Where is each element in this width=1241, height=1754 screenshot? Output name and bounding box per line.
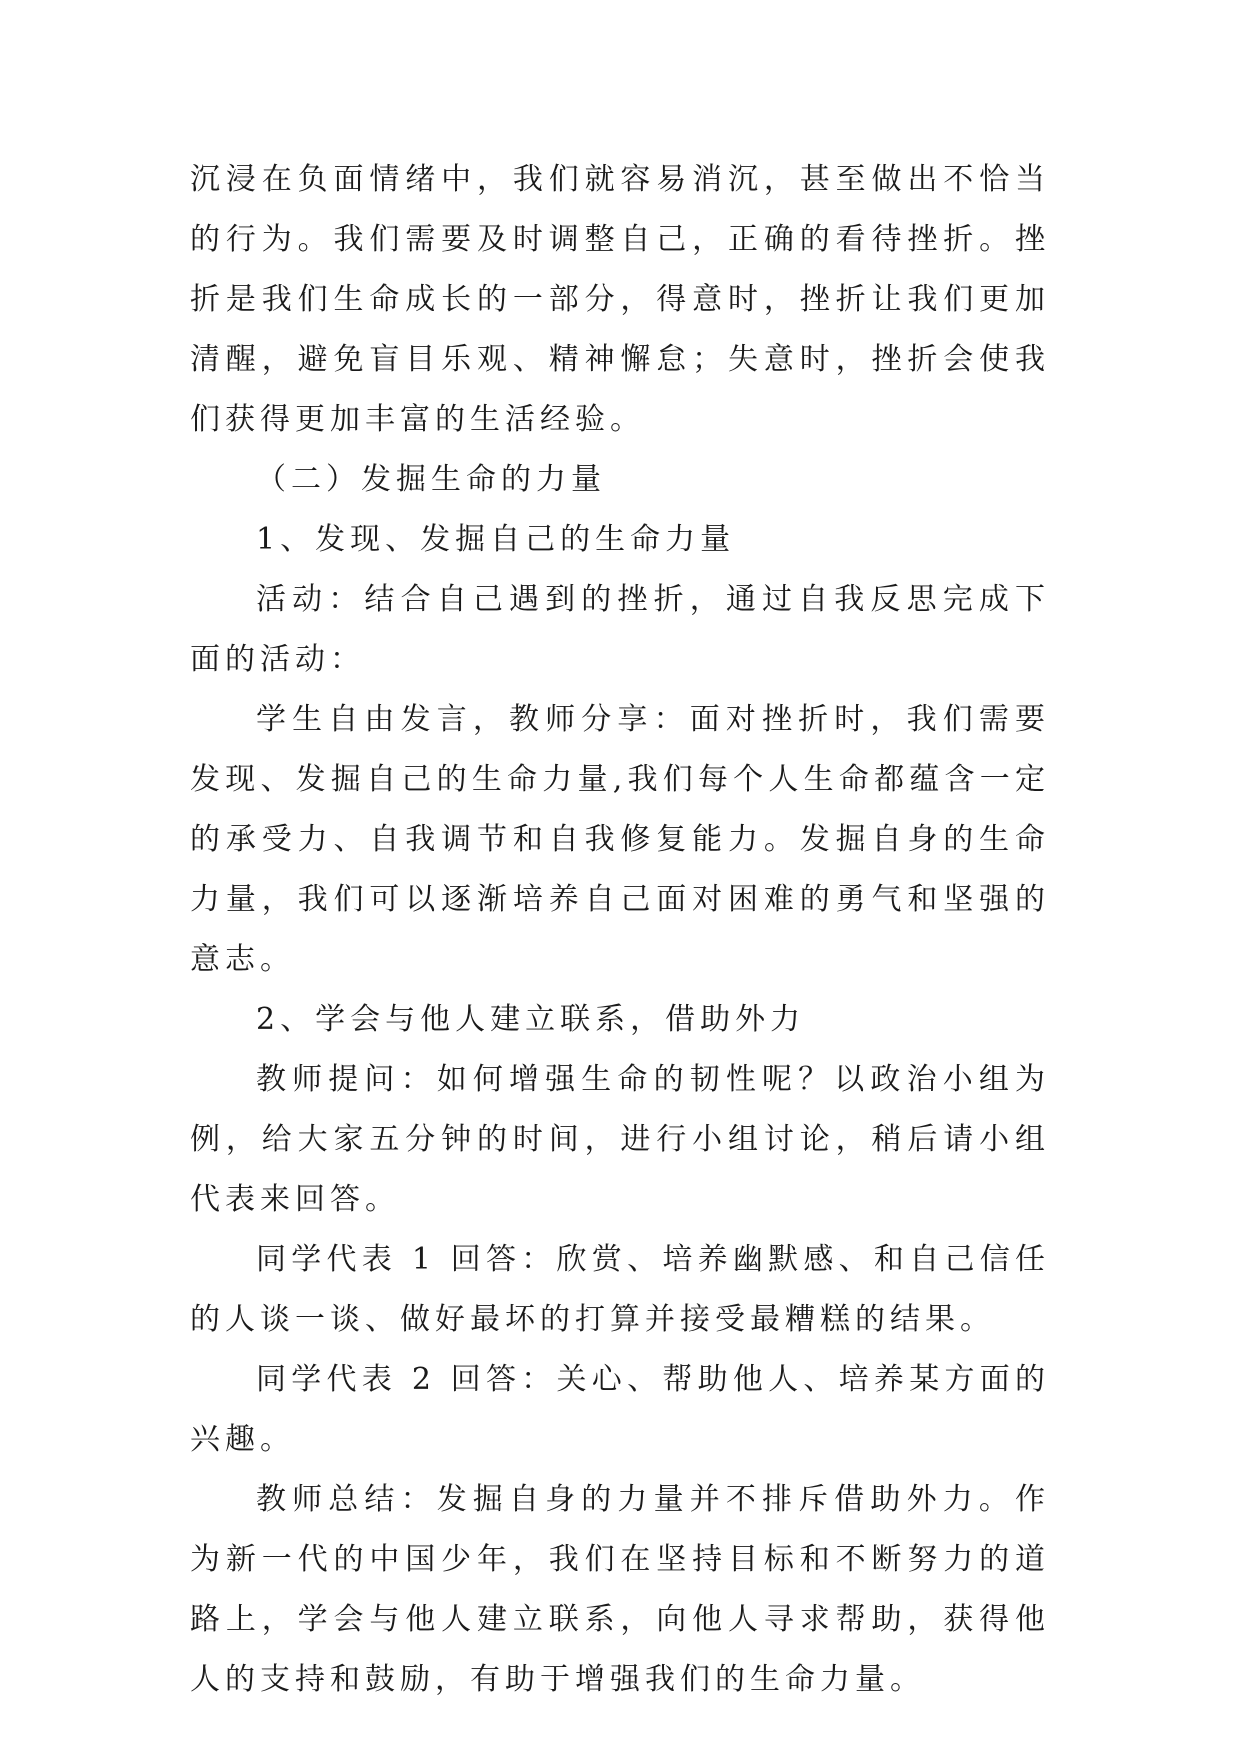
paragraph-student-answer-1: 同学代表 1 回答：欣赏、培养幽默感、和自己信任的人谈一谈、做好最坏的打算并接受最糟糕的结果。 (190, 1242, 1050, 1337)
paragraph-teacher-question: 教师提问：如何增强生命的韧性呢？以政治小组为例，给大家五分钟的时间，进行小组讨论，稍后请小组代表来回答。 (190, 1062, 1050, 1217)
paragraph-activity: 活动：结合自己遇到的挫折，通过自我反思完成下面的活动： (190, 582, 1050, 677)
paragraph-student-speech: 学生自由发言，教师分享：面对挫折时，我们需要发现、发掘自己的生命力量,我们每个人生命都蕴含一定的承受力、自我调节和自我修复能力。发掘自身的生命力量，我们可以逐渐培养自己面对困难的勇气和坚强的意志。 (190, 702, 1050, 977)
paragraph-teacher-summary: 教师总结：发掘自身的力量并不排斥借助外力。作为新一代的中国少年，我们在坚持目标和不断努力的道路上，学会与他人建立联系，向他人寻求帮助，获得他人的支持和鼓励，有助于增强我们的生命力量。 (190, 1482, 1050, 1697)
subheading-1: 1、发现、发掘自己的生命力量 (256, 522, 736, 557)
paragraph-student-answer-2: 同学代表 2 回答：关心、帮助他人、培养某方面的兴趣。 (190, 1362, 1050, 1457)
section-heading-2: （二）发掘生命的力量 (256, 462, 606, 497)
document-body (190, 150, 1050, 1710)
paragraph-continuation: 沉浸在负面情绪中，我们就容易消沉，甚至做出不恰当的行为。我们需要及时调整自己，正确的看待挫折。挫折是我们生命成长的一部分，得意时，挫折让我们更加清醒，避免盲目乐观、精神懈怠；失意时，挫折会使我们获得更加丰富的生活经验。 (190, 162, 1050, 437)
subheading-2: 2、学会与他人建立联系，借助外力 (256, 1002, 806, 1037)
